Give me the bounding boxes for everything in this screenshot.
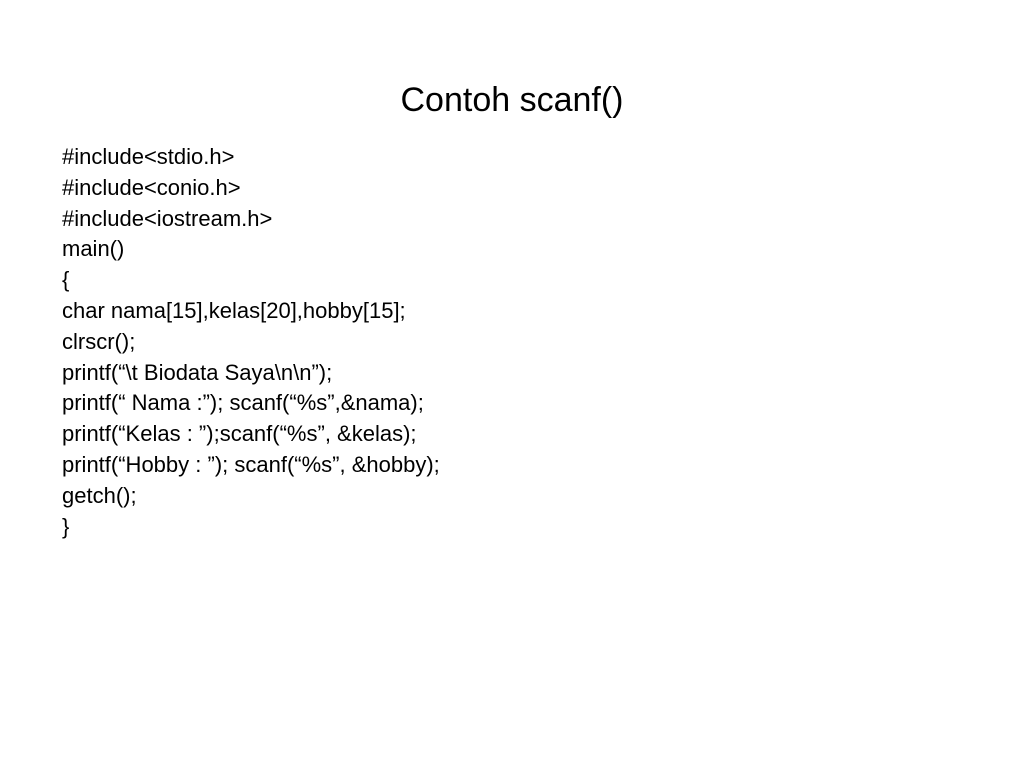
slide-title: Contoh scanf()	[400, 81, 624, 119]
code-line: printf(“ Nama :”); scanf(“%s”,&nama);	[62, 390, 424, 416]
code-line: }	[62, 513, 70, 539]
code-line: clrscr();	[62, 328, 136, 354]
code-line: #include<stdio.h>	[62, 144, 235, 169]
code-line: {	[62, 267, 70, 293]
code-listing	[62, 142, 962, 542]
code-line: printf(“\t Biodata Saya\n\n”);	[62, 359, 333, 385]
code-line: printf(“Kelas : ”);scanf(“%s”, &kelas);	[62, 421, 417, 447]
code-line: main()	[62, 236, 125, 262]
code-line: #include<conio.h>	[62, 174, 241, 200]
code-line: #include<iostream.h>	[62, 205, 273, 231]
code-line: printf(“Hobby : ”); scanf(“%s”, &hobby);	[62, 451, 440, 477]
code-line: char nama[15],kelas[20],hobby[15];	[62, 297, 406, 323]
code-line: getch();	[62, 482, 137, 508]
